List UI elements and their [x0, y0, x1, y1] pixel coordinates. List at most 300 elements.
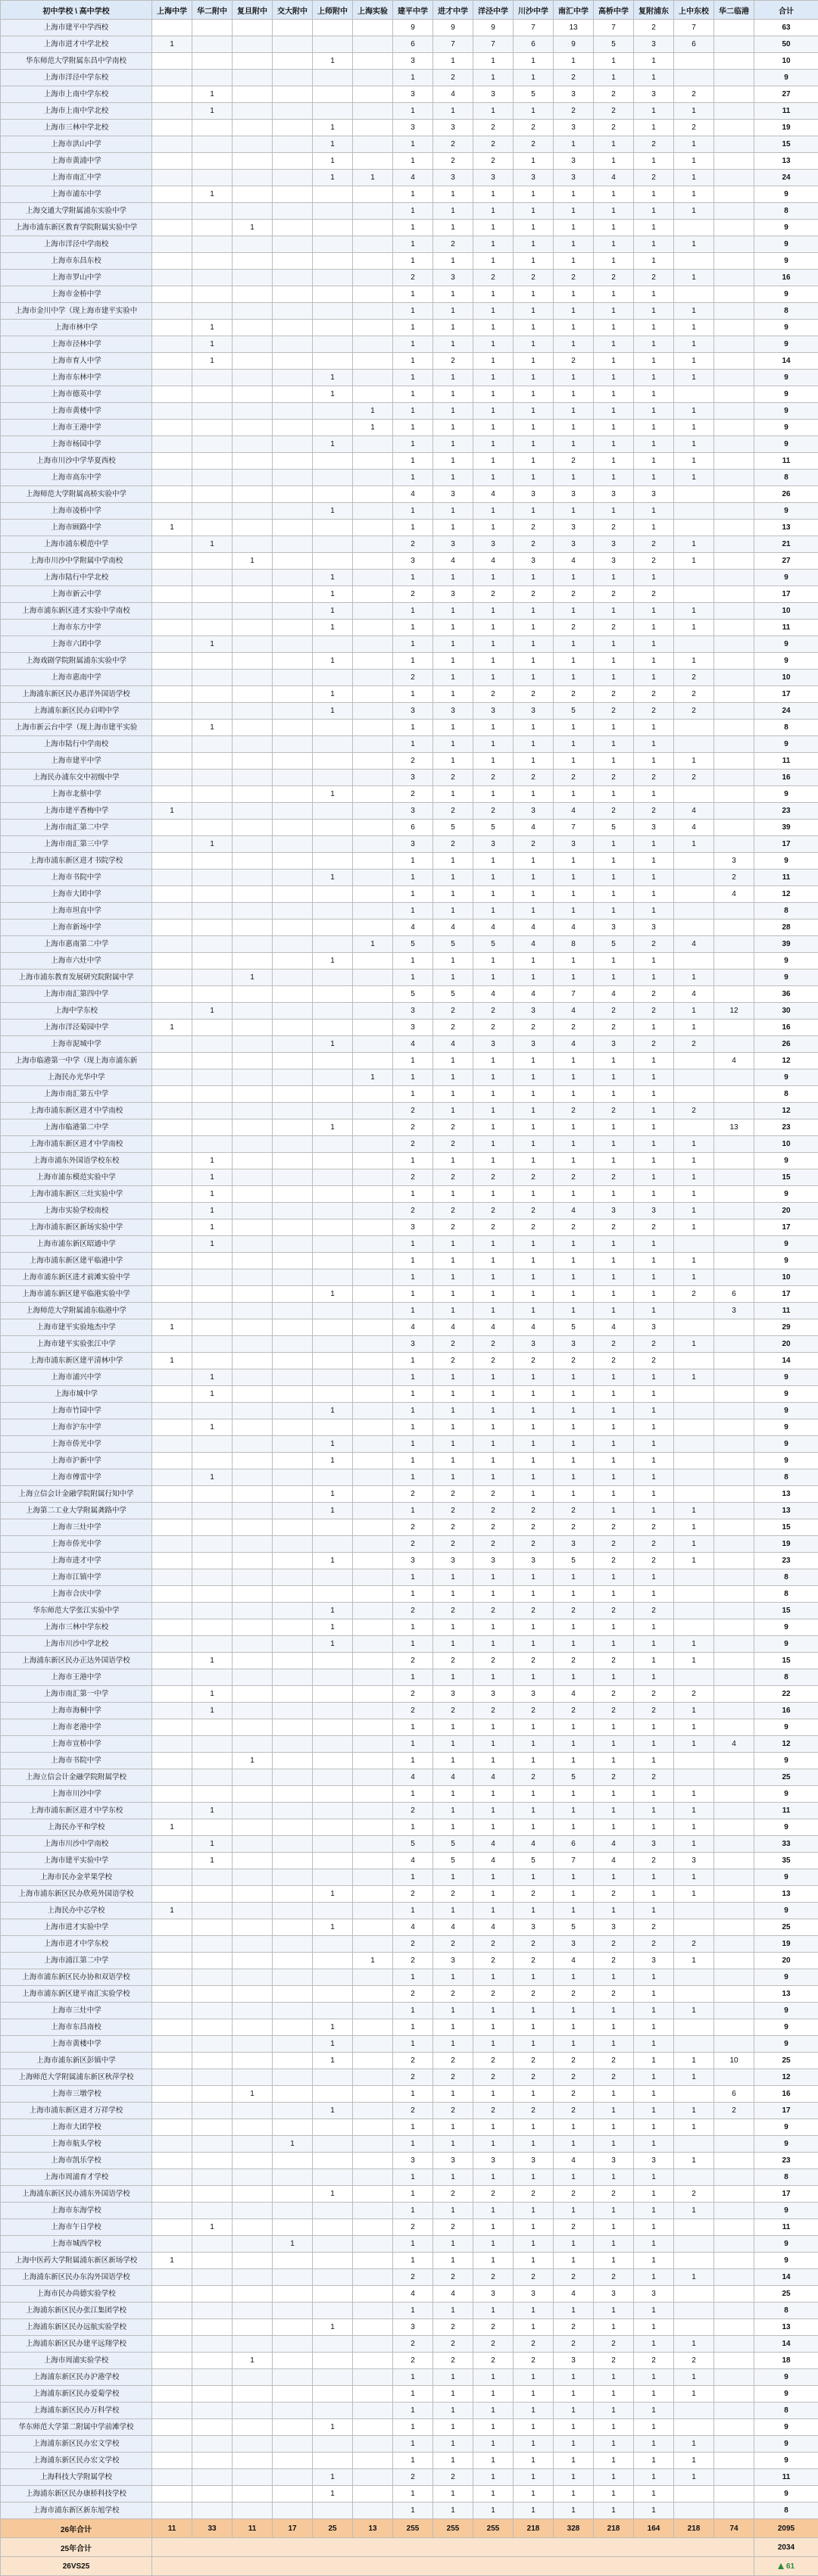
row-total-cell: 9	[754, 1386, 818, 1403]
quota-cell: 1	[594, 1269, 634, 1286]
quota-cell: 1	[674, 470, 714, 486]
quota-cell: 1	[634, 853, 674, 870]
quota-cell: 2	[433, 1136, 473, 1153]
quota-cell: 1	[192, 1386, 233, 1403]
quota-cell: 2	[433, 353, 473, 370]
quota-cell	[313, 470, 353, 486]
quota-cell: 1	[393, 970, 433, 986]
quota-cell: 1	[514, 320, 554, 336]
row-total-cell: 9	[754, 1786, 818, 1803]
quota-cell	[353, 1369, 393, 1386]
summary-total-2025: 2034	[754, 2538, 818, 2557]
quota-cell: 1	[152, 2253, 192, 2269]
row-total-cell: 15	[754, 136, 818, 153]
quota-cell: 3	[554, 836, 594, 853]
quota-cell: 1	[433, 253, 473, 270]
quota-cell	[273, 1719, 313, 1736]
school-name-cell: 上海民办平和学校	[1, 1819, 152, 1836]
quota-cell: 2	[594, 2269, 634, 2286]
quota-cell: 1	[554, 1819, 594, 1836]
quota-cell: 1	[554, 2486, 594, 2503]
row-total-cell: 19	[754, 1536, 818, 1553]
quota-cell: 2	[554, 2219, 594, 2236]
quota-cell	[714, 1669, 754, 1686]
quota-cell	[714, 1353, 754, 1369]
quota-cell: 1	[313, 170, 353, 186]
quota-cell: 3	[393, 703, 433, 720]
quota-cell	[313, 1653, 353, 1669]
table-row	[1, 53, 818, 70]
quota-cell: 1	[313, 136, 353, 153]
quota-cell: 1	[554, 2303, 594, 2319]
quota-cell: 3	[473, 836, 514, 853]
quota-cell: 1	[554, 1153, 594, 1169]
quota-cell	[233, 1003, 273, 1019]
header-high-school: 高桥中学	[594, 1, 634, 20]
quota-cell: 1	[433, 1719, 473, 1736]
school-name-cell: 上海市浦东新区进才中学东校	[1, 1803, 152, 1819]
quota-cell	[313, 1703, 353, 1719]
quota-cell: 3	[393, 2153, 433, 2169]
quota-cell	[313, 1536, 353, 1553]
quota-cell: 1	[674, 2069, 714, 2086]
school-name-cell: 上海浦东新区民办沪港学校	[1, 2369, 152, 2386]
quota-cell	[152, 1569, 192, 1586]
quota-cell: 2	[554, 1603, 594, 1619]
quota-cell: 2	[554, 2069, 594, 2086]
table-row	[1, 1919, 818, 1936]
header-high-school: 洋泾中学	[473, 1, 514, 20]
quota-cell: 1	[634, 286, 674, 303]
quota-cell	[152, 2186, 192, 2203]
quota-cell	[714, 1203, 754, 1219]
row-total-cell: 17	[754, 686, 818, 703]
quota-cell	[152, 2203, 192, 2219]
summary-value-2026: 13	[353, 2519, 393, 2538]
table-row	[1, 1036, 818, 1053]
quota-cell	[674, 736, 714, 753]
quota-cell: 2	[433, 153, 473, 170]
quota-cell	[152, 1686, 192, 1703]
quota-cell: 1	[594, 1253, 634, 1269]
quota-cell: 1	[554, 953, 594, 970]
quota-cell	[674, 1086, 714, 1103]
quota-cell	[233, 2236, 273, 2253]
quota-cell	[233, 720, 273, 736]
quota-cell: 2	[594, 2053, 634, 2069]
quota-cell: 1	[393, 2203, 433, 2219]
quota-cell: 1	[674, 1819, 714, 1836]
quota-cell	[233, 1153, 273, 1169]
quota-cell	[192, 1103, 233, 1119]
quota-cell: 1	[192, 720, 233, 736]
quota-cell: 1	[634, 103, 674, 120]
quota-cell	[313, 486, 353, 503]
quota-cell	[674, 586, 714, 603]
quota-cell	[233, 2036, 273, 2053]
quota-cell	[273, 2219, 313, 2236]
quota-cell: 1	[634, 1136, 674, 1153]
quota-cell	[313, 1386, 353, 1403]
quota-cell: 1	[594, 753, 634, 770]
quota-cell	[674, 2503, 714, 2519]
table-row	[1, 1953, 818, 1969]
quota-cell: 3	[433, 536, 473, 553]
quota-cell	[714, 653, 754, 670]
row-total-cell: 9	[754, 1903, 818, 1919]
quota-cell	[353, 2186, 393, 2203]
quota-cell	[192, 2103, 233, 2119]
quota-cell: 1	[514, 186, 554, 203]
quota-cell	[353, 753, 393, 770]
quota-cell	[192, 786, 233, 803]
quota-cell	[353, 1653, 393, 1669]
quota-cell	[233, 703, 273, 720]
quota-cell: 1	[594, 1486, 634, 1503]
quota-cell: 1	[192, 1653, 233, 1669]
quota-cell: 1	[594, 653, 634, 670]
quota-cell: 4	[714, 1736, 754, 1753]
quota-cell	[313, 1319, 353, 1336]
quota-cell: 4	[554, 2153, 594, 2169]
quota-cell: 3	[393, 553, 433, 570]
quota-cell	[273, 136, 313, 153]
quota-cell: 1	[554, 1669, 594, 1686]
quota-cell: 1	[594, 870, 634, 886]
quota-cell: 2	[473, 1353, 514, 1369]
quota-cell	[714, 436, 754, 453]
quota-cell	[353, 353, 393, 370]
quota-cell: 1	[514, 1453, 554, 1469]
quota-cell: 3	[514, 803, 554, 820]
quota-cell: 2	[473, 1519, 514, 1536]
quota-cell: 1	[473, 103, 514, 120]
quota-cell: 1	[594, 453, 634, 470]
quota-cell: 1	[674, 1519, 714, 1536]
quota-cell: 3	[514, 1553, 554, 1569]
quota-cell: 1	[473, 886, 514, 903]
quota-cell	[353, 1303, 393, 1319]
quota-cell	[353, 1803, 393, 1819]
quota-cell: 1	[674, 420, 714, 436]
quota-cell: 1	[152, 1019, 192, 1036]
quota-cell	[714, 370, 754, 386]
quota-cell	[353, 136, 393, 153]
quota-cell: 1	[393, 570, 433, 586]
quota-cell	[313, 2219, 353, 2236]
quota-cell: 1	[393, 2369, 433, 2386]
school-name-cell: 上海市民办金苹果学校	[1, 1869, 152, 1886]
quota-cell	[152, 1986, 192, 2003]
header-high-school: 上海中学	[152, 1, 192, 20]
table-row	[1, 286, 818, 303]
quota-cell	[192, 1619, 233, 1636]
quota-cell: 1	[634, 670, 674, 686]
quota-cell	[273, 720, 313, 736]
quota-cell	[674, 486, 714, 503]
quota-cell: 1	[473, 370, 514, 386]
quota-cell: 1	[594, 2386, 634, 2403]
quota-cell: 3	[393, 1019, 433, 1036]
quota-cell	[273, 253, 313, 270]
quota-cell: 1	[473, 736, 514, 753]
school-name-cell: 上海市林中学	[1, 320, 152, 336]
quota-cell	[714, 1419, 754, 1436]
quota-cell: 3	[514, 1003, 554, 1019]
row-total-cell: 26	[754, 1036, 818, 1053]
quota-cell	[233, 1203, 273, 1219]
table-row	[1, 2303, 818, 2319]
quota-cell	[273, 270, 313, 286]
table-row	[1, 2003, 818, 2019]
quota-cell: 2	[674, 2186, 714, 2203]
quota-cell: 1	[393, 1253, 433, 1269]
quota-cell	[714, 153, 754, 170]
quota-cell	[313, 2169, 353, 2186]
school-name-cell: 上海市老港中学	[1, 1719, 152, 1736]
quota-cell	[233, 136, 273, 153]
table-row	[1, 2153, 818, 2169]
table-row	[1, 236, 818, 253]
quota-cell	[273, 503, 313, 520]
quota-cell: 1	[433, 303, 473, 320]
quota-cell: 2	[594, 1019, 634, 1036]
school-name-cell: 华东师范大学张江实验中学	[1, 1603, 152, 1619]
quota-cell	[233, 2503, 273, 2519]
quota-cell: 1	[514, 853, 554, 870]
quota-cell	[714, 2319, 754, 2336]
quota-cell: 1	[634, 1453, 674, 1469]
quota-cell	[233, 2336, 273, 2353]
quota-cell: 3	[393, 770, 433, 786]
quota-cell: 1	[514, 2019, 554, 2036]
quota-cell: 1	[554, 1136, 594, 1153]
table-row	[1, 836, 818, 853]
quota-cell: 1	[514, 570, 554, 586]
quota-cell: 3	[393, 53, 433, 70]
quota-cell: 2	[514, 1936, 554, 1953]
quota-cell: 1	[433, 470, 473, 486]
quota-cell: 1	[554, 1486, 594, 1503]
quota-cell: 6	[393, 820, 433, 836]
row-total-cell: 25	[754, 2286, 818, 2303]
table-row	[1, 153, 818, 170]
quota-cell	[313, 1869, 353, 1886]
quota-cell	[313, 1103, 353, 1119]
quota-cell	[273, 1153, 313, 1169]
quota-cell: 1	[634, 420, 674, 436]
quota-cell	[353, 2219, 393, 2236]
quota-cell: 1	[313, 703, 353, 720]
quota-cell: 1	[674, 2369, 714, 2386]
quota-cell	[233, 1386, 273, 1403]
quota-cell: 1	[393, 470, 433, 486]
quota-cell: 1	[393, 1786, 433, 1803]
quota-cell	[152, 1053, 192, 1069]
quota-cell	[353, 470, 393, 486]
school-name-cell: 上海市浦东外国语学校东校	[1, 1153, 152, 1169]
quota-cell	[313, 1019, 353, 1036]
quota-cell	[273, 1986, 313, 2003]
row-total-cell: 9	[754, 636, 818, 653]
row-total-cell: 8	[754, 2403, 818, 2419]
quota-cell	[152, 1503, 192, 1519]
quota-cell: 1	[594, 2503, 634, 2519]
quota-cell	[152, 1636, 192, 1653]
quota-cell: 1	[473, 1869, 514, 1886]
quota-cell	[233, 520, 273, 536]
quota-cell: 1	[674, 2053, 714, 2069]
quota-cell: 1	[192, 1369, 233, 1386]
quota-cell: 2	[393, 670, 433, 686]
quota-cell: 1	[192, 1203, 233, 1219]
quota-cell	[152, 170, 192, 186]
quota-cell: 2	[514, 586, 554, 603]
quota-cell: 1	[514, 1253, 554, 1269]
quota-cell: 1	[433, 453, 473, 470]
quota-cell	[233, 2369, 273, 2386]
quota-cell: 1	[594, 886, 634, 903]
quota-cell: 1	[554, 1753, 594, 1769]
quota-cell	[674, 1119, 714, 1136]
quota-cell	[233, 1669, 273, 1686]
row-total-cell: 9	[754, 2436, 818, 2453]
quota-cell: 3	[634, 2286, 674, 2303]
quota-cell: 1	[313, 1403, 353, 1419]
quota-cell: 1	[393, 2453, 433, 2469]
quota-cell	[273, 1936, 313, 1953]
school-name-cell: 上海市浦东新区教育学院附属实验中学	[1, 220, 152, 236]
quota-cell	[152, 2419, 192, 2436]
quota-cell: 1	[473, 1253, 514, 1269]
quota-cell: 1	[554, 1119, 594, 1136]
table-row	[1, 136, 818, 153]
table-row	[1, 2253, 818, 2269]
school-name-cell: 上海市新场中学	[1, 920, 152, 936]
row-total-cell: 8	[754, 203, 818, 220]
school-name-cell: 上海市惠南中学	[1, 670, 152, 686]
quota-cell: 1	[634, 186, 674, 203]
quota-cell: 2	[514, 1503, 554, 1519]
quota-cell: 1	[674, 1253, 714, 1269]
quota-cell: 7	[674, 20, 714, 36]
quota-cell	[353, 1186, 393, 1203]
quota-cell	[273, 486, 313, 503]
table-row	[1, 2353, 818, 2369]
quota-cell: 1	[594, 203, 634, 220]
quota-cell: 1	[674, 553, 714, 570]
quota-cell: 2	[674, 703, 714, 720]
quota-cell	[674, 386, 714, 403]
quota-cell	[353, 970, 393, 986]
row-total-cell: 9	[754, 736, 818, 753]
table-row	[1, 453, 818, 470]
quota-cell	[714, 1886, 754, 1903]
quota-cell: 1	[433, 286, 473, 303]
quota-cell: 1	[473, 1569, 514, 1586]
quota-cell: 1	[353, 420, 393, 436]
quota-cell: 1	[514, 2136, 554, 2153]
table-row	[1, 1469, 818, 1486]
quota-cell	[313, 886, 353, 903]
quota-cell	[233, 270, 273, 286]
quota-cell	[714, 136, 754, 153]
quota-cell	[152, 1153, 192, 1169]
school-name-cell: 上海市侨光中学	[1, 1536, 152, 1553]
quota-cell: 7	[554, 820, 594, 836]
quota-cell: 1	[473, 953, 514, 970]
quota-cell	[714, 1386, 754, 1403]
quota-cell	[273, 1186, 313, 1203]
quota-cell	[233, 1403, 273, 1419]
quota-cell: 1	[634, 1069, 674, 1086]
quota-cell	[353, 1286, 393, 1303]
row-total-cell: 9	[754, 1719, 818, 1736]
quota-cell: 1	[514, 753, 554, 770]
row-total-cell: 9	[754, 2369, 818, 2386]
quota-cell	[273, 1253, 313, 1269]
quota-cell: 1	[393, 1303, 433, 1319]
school-name-cell: 上海市三灶中学	[1, 2003, 152, 2019]
table-row	[1, 1453, 818, 1469]
quota-cell	[714, 2436, 754, 2453]
quota-cell: 4	[554, 803, 594, 820]
quota-cell	[353, 1569, 393, 1586]
row-total-cell: 9	[754, 786, 818, 803]
school-name-cell: 上海市浦东新区进才书院学校	[1, 853, 152, 870]
quota-cell	[714, 1836, 754, 1853]
quota-cell: 1	[514, 903, 554, 920]
quota-cell	[714, 236, 754, 253]
quota-cell	[353, 520, 393, 536]
quota-cell: 1	[433, 436, 473, 453]
quota-cell: 2	[634, 553, 674, 570]
quota-cell	[273, 2053, 313, 2069]
quota-cell	[233, 386, 273, 403]
table-row	[1, 1369, 818, 1386]
school-name-cell: 上海市川沙中学华夏西校	[1, 453, 152, 470]
quota-cell: 1	[433, 1436, 473, 1453]
quota-cell	[353, 2469, 393, 2486]
quota-cell: 5	[433, 820, 473, 836]
quota-cell: 1	[473, 2253, 514, 2269]
table-row	[1, 853, 818, 870]
quota-cell	[192, 803, 233, 820]
table-summary	[1, 2519, 818, 2576]
quota-cell	[714, 1319, 754, 1336]
quota-cell	[192, 453, 233, 470]
quota-cell: 1	[594, 2219, 634, 2236]
row-total-cell: 39	[754, 936, 818, 953]
table-row	[1, 1403, 818, 1419]
quota-cell: 1	[594, 386, 634, 403]
quota-cell: 2	[514, 1536, 554, 1553]
quota-cell: 2	[393, 1686, 433, 1703]
quota-cell	[674, 1436, 714, 1453]
table-row	[1, 370, 818, 386]
quota-cell: 5	[594, 36, 634, 53]
quota-cell	[192, 120, 233, 136]
quota-cell: 3	[473, 1553, 514, 1569]
quota-cell	[353, 1486, 393, 1503]
quota-cell: 1	[393, 2136, 433, 2153]
quota-cell: 1	[554, 1903, 594, 1919]
quota-cell: 2	[473, 1019, 514, 1036]
quota-cell: 1	[152, 1319, 192, 1336]
quota-cell: 2	[393, 1936, 433, 1953]
quota-cell: 1	[594, 220, 634, 236]
row-total-cell: 20	[754, 1203, 818, 1219]
